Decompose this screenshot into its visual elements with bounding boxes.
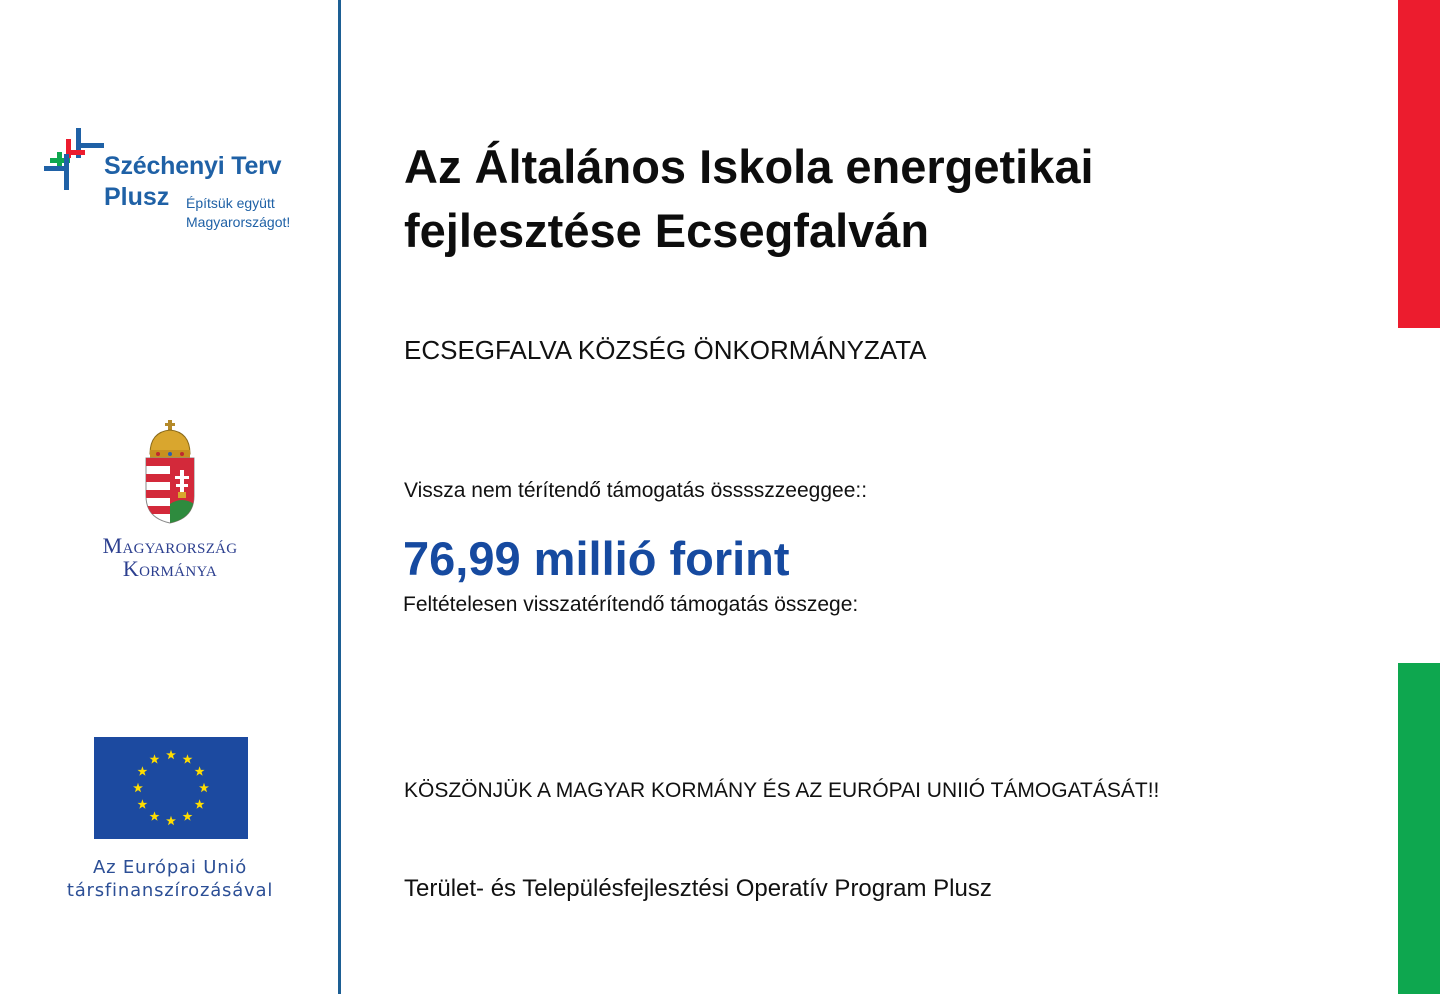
szechenyi-tagline bbox=[186, 194, 290, 232]
government-label-line1: Magyarország bbox=[102, 533, 238, 558]
eu-label-line2: társfinanszírozásával bbox=[66, 880, 274, 901]
vertical-divider bbox=[338, 0, 341, 994]
szechenyi-tagline-1: Építsük együtt bbox=[186, 195, 275, 211]
grant-amount: 76,99 millió forint bbox=[403, 532, 790, 585]
page-title-line1: Az Általános Iskola energetikai bbox=[404, 140, 1094, 193]
eu-label bbox=[50, 856, 290, 902]
szechenyi-plusz: Plusz bbox=[104, 183, 170, 211]
page-title bbox=[404, 135, 1364, 263]
government-label-line2: Kormánya bbox=[122, 556, 218, 581]
szechenyi-tagline-2: Magyarországot! bbox=[186, 214, 291, 230]
szechenyi-title: Széchenyi Terv bbox=[104, 152, 282, 180]
eu-label-line1: Az Európai Unió bbox=[92, 857, 248, 878]
szechenyi-cross-icon bbox=[40, 124, 108, 194]
hungarian-coat-of-arms-icon bbox=[142, 420, 198, 524]
grant-label: Vissza nem térítendő támogatás össsszzeeggee:: bbox=[404, 479, 868, 502]
flag-stripe-red bbox=[1398, 0, 1440, 328]
thanks-text: KÖSZÖNJÜK A MAGYAR KORMÁNY ÉS AZ EURÓPAI UNIIÓ TÁMOGATÁSÁT!! bbox=[404, 779, 1160, 802]
eu-flag-icon bbox=[94, 737, 248, 839]
szechenyi-terv-logo bbox=[40, 124, 310, 239]
conditional-grant-label: Feltételesen visszatérítendő támogatás összege: bbox=[403, 593, 859, 616]
program-name: Terület- és Településfejlesztési Operatív Program Plusz bbox=[404, 875, 992, 902]
flag-stripe-green bbox=[1398, 663, 1440, 994]
government-label bbox=[70, 534, 270, 580]
beneficiary-name: ECSEGFALVA KÖZSÉG ÖNKORMÁNYZATA bbox=[404, 335, 927, 365]
page-title-line2: fejlesztése Ecsegfalván bbox=[404, 204, 930, 257]
